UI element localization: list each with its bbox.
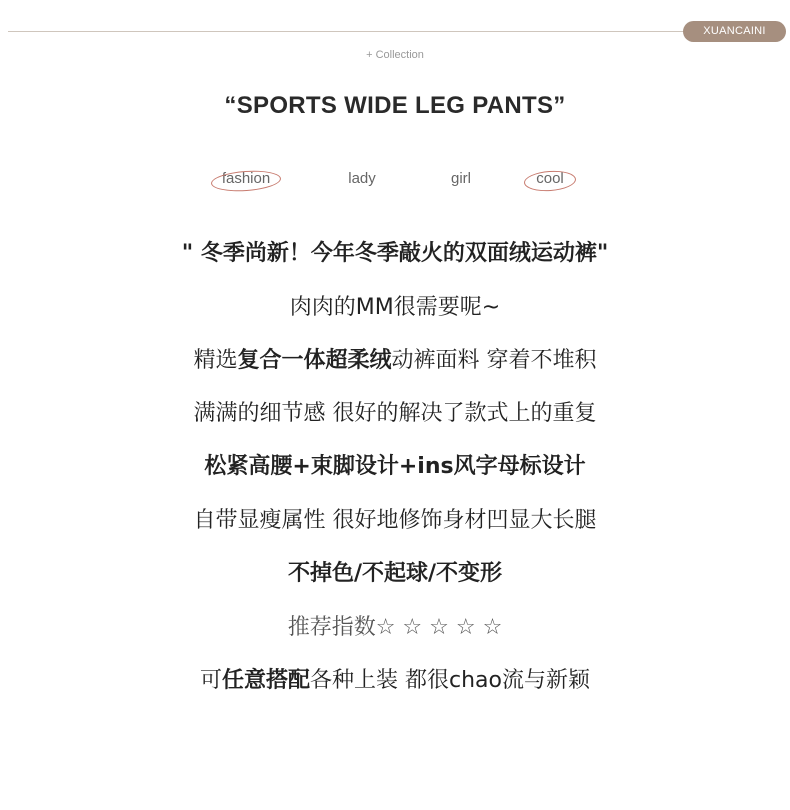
text-segment: 可	[199, 668, 222, 693]
collection-label: + Collection	[366, 49, 424, 61]
page-title: “SPORTS WIDE LEG PANTS”	[224, 92, 566, 119]
bold-text: 不掉色/不起球/不变形	[287, 561, 503, 586]
desc-line	[0, 449, 790, 480]
text-segment: 自带显瘦属性 很好地修饰身材凹显大长腿	[193, 508, 597, 533]
tag-girl: girl	[450, 170, 471, 187]
bold-text: 松紧高腰+束脚设计+ins风字母标设计	[204, 454, 586, 479]
bold-text: 任意搭配	[222, 668, 311, 693]
desc-line	[0, 343, 790, 374]
desc-line	[0, 290, 790, 321]
desc-line	[0, 396, 790, 427]
header-divider	[8, 31, 688, 32]
text-segment: 动裤面料 穿着不堆积	[391, 348, 597, 373]
bold-text: 复合一体超柔绒	[237, 348, 392, 373]
text-segment: 精选	[193, 348, 238, 373]
text-segment: 各种上装 都很chao流与新颖	[310, 668, 590, 693]
text-segment: 肉肉的MM很需要呢~	[289, 295, 501, 320]
text-segment: 推荐指数☆ ☆ ☆ ☆ ☆	[287, 615, 503, 640]
brand-badge: XUANCAINI	[683, 21, 786, 42]
tag-lady: lady	[348, 170, 376, 187]
desc-line	[0, 503, 790, 534]
desc-line	[0, 556, 790, 587]
tag-cool: cool	[530, 170, 570, 187]
desc-line	[0, 663, 790, 694]
desc-line-rating	[0, 610, 790, 641]
desc-line	[0, 236, 790, 267]
text-segment: 满满的细节感 很好的解决了款式上的重复	[193, 401, 597, 426]
bold-text: " 冬季尚新！今年冬季敲火的双面绒运动裤"	[181, 241, 609, 266]
tag-fashion: fashion	[217, 170, 275, 187]
style-tags	[0, 170, 790, 194]
